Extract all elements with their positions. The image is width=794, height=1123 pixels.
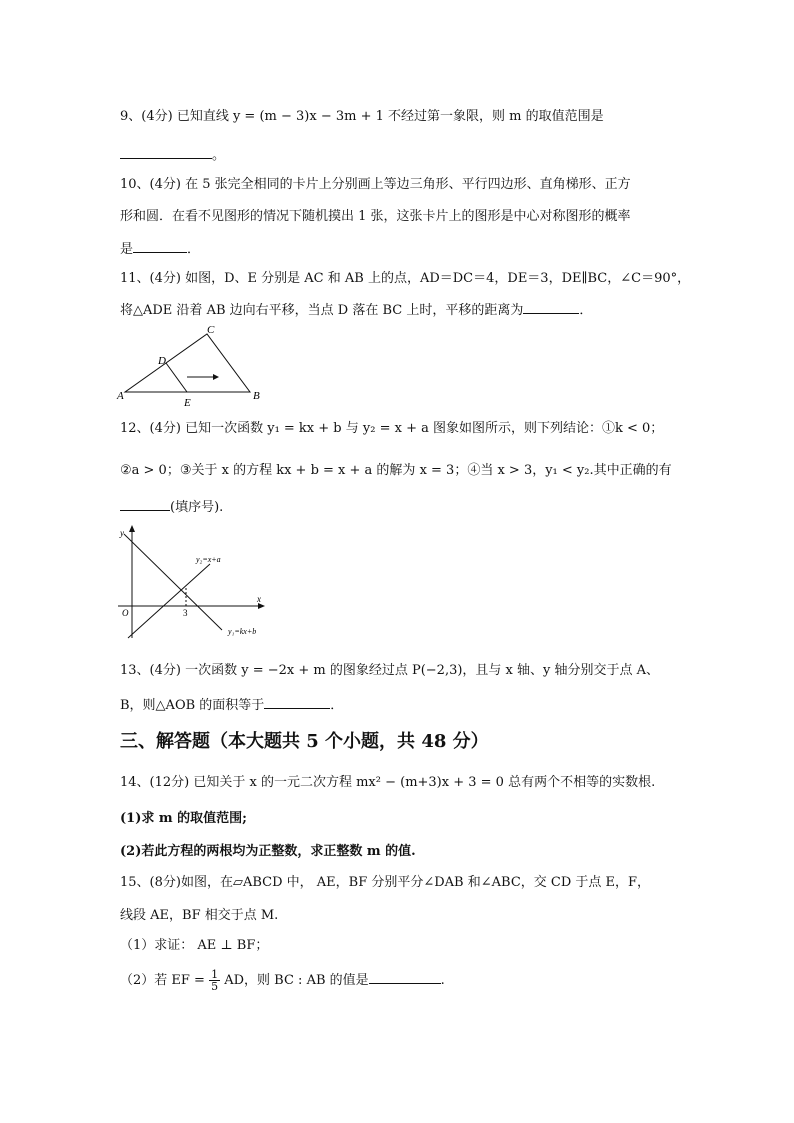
label-y2-line: y₂=x+a	[196, 555, 221, 564]
q15-answer-blank[interactable]	[369, 971, 441, 984]
q13-line2	[120, 696, 343, 715]
line-y1	[124, 534, 222, 630]
fraction-denominator: 5	[211, 980, 219, 993]
q15-part2-start: （2）若 EF =	[120, 973, 205, 988]
axis-label-y: y	[120, 528, 124, 538]
q11-figure	[115, 322, 275, 408]
label-y1-line: y₁=kx+b	[228, 627, 257, 636]
segment-de	[166, 363, 187, 392]
y-axis-arrow-icon	[129, 525, 135, 532]
label-b: B	[253, 390, 260, 402]
label-c: C	[207, 324, 215, 336]
q10-line3-start: 是	[120, 242, 134, 257]
q10-line3	[120, 240, 200, 259]
q13-line1: 13、(4分) 一次函数 y = −2x + m 的图象经过点 P(−2,3)，且与 x 轴、y 轴分别交于点 A、	[120, 663, 660, 678]
q11-line2	[120, 301, 592, 320]
triangle-abc	[125, 334, 250, 392]
q10-answer-blank[interactable]	[133, 240, 187, 253]
q15-part2-end: .	[440, 973, 445, 988]
q12-graph	[112, 522, 272, 642]
q13-line2-end: ．	[330, 698, 344, 713]
q12-answer-blank[interactable]	[120, 498, 170, 511]
q9-line2	[120, 146, 225, 165]
label-a: A	[117, 390, 124, 402]
fraction-numerator: 1	[211, 968, 219, 981]
q11-answer-blank[interactable]	[523, 301, 579, 314]
q12-line1: 12、(4分) 已知一次函数 y₁ = kx + b 与 y₂ = x + a 图象如图所示，则下列结论：①k < 0；	[120, 421, 664, 436]
q14-part1: (1)求 m 的取值范围;	[120, 811, 247, 826]
q13-line2-start: B，则△AOB 的面积等于	[120, 698, 265, 713]
q14-line1: 14、(12分) 已知关于 x 的一元二次方程 mx² − (m+3)x + 3 = 0 总有两个不相等的实数根.	[120, 775, 656, 790]
label-d: D	[158, 355, 166, 367]
q15-line1: 15、(8分)如图，在▱ABCD 中， AE，BF 分别平分∠DAB 和∠ABC，交 CD 于点 E，F，	[120, 875, 651, 890]
q15-line2: 线段 AE，BF 相交于点 M.	[120, 908, 279, 923]
q10-line2: 形和圆．在看不见图形的情况下随机摸出 1 张，这张卡片上的图形是中心对称图形的概率	[120, 209, 631, 224]
q15-part1: （1）求证： AE ⊥ BF；	[120, 938, 269, 953]
q11-line2-end: ．	[579, 303, 593, 318]
q10-line1: 10、(4分) 在 5 张完全相同的卡片上分别画上等边三角形、平行四边形、直角梯形、正方	[120, 177, 631, 192]
tick-label-3: 3	[183, 608, 188, 618]
q12-line2: ②a > 0；③关于 x 的方程 kx + b = x + a 的解为 x = 3；④当 x > 3，y₁ < y₂.其中正确的有	[120, 463, 672, 478]
q14-part2: (2)若此方程的两根均为正整数，求正整数 m 的值.	[120, 844, 416, 859]
q15-part2	[120, 968, 445, 994]
q13-answer-blank[interactable]	[264, 696, 330, 709]
origin-label: O	[122, 608, 129, 618]
q9-line2-end: 。	[212, 148, 226, 163]
q12-line3-end: (填序号).	[170, 500, 224, 515]
axis-label-x: x	[257, 594, 261, 604]
line-y2	[128, 564, 210, 638]
label-e: E	[184, 397, 191, 408]
q15-part2-mid: AD，则 BC : AB 的值是	[224, 973, 369, 988]
translation-arrow-icon	[213, 374, 219, 380]
q11-line1: 11、(4分) 如图，D、E 分别是 AC 和 AB 上的点，AD＝DC＝4，DE＝3，DE∥BC，∠C＝90°，	[120, 271, 691, 286]
q9-answer-blank[interactable]	[120, 146, 212, 159]
fraction-one-fifth	[209, 969, 220, 992]
section-3-heading: 三、解答题（本大题共 5 个小题，共 48 分）	[120, 731, 489, 752]
q10-line3-end: ．	[187, 242, 201, 257]
q11-line2-start: 将△ADE 沿着 AB 边向右平移，当点 D 落在 BC 上时，平移的距离为	[120, 303, 524, 318]
q12-line3	[120, 498, 223, 517]
q9-line1: 9、(4分) 已知直线 y = (m − 3)x − 3m + 1 不经过第一象限，则 m 的取值范围是	[120, 109, 604, 124]
